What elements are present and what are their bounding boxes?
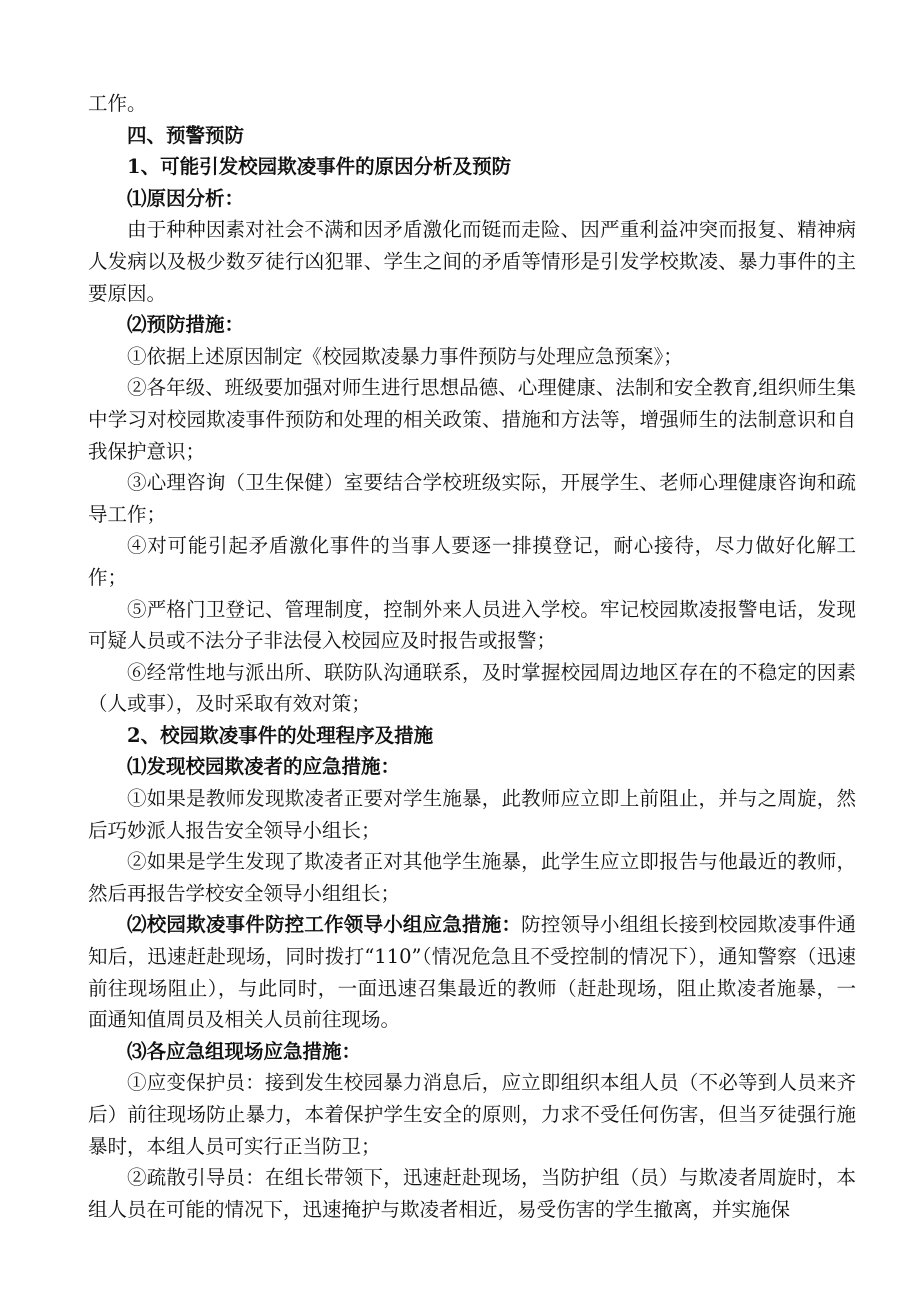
paragraph-prevention-5: ⑤严格门卫登记、管理制度，控制外来人员进入学校。牢记校园欺凌报警电话，发现可疑人员或不法分子非法侵入校园应及时报告或报警； <box>88 597 856 653</box>
leadership-heading: ⑵校园欺凌事件防控工作领导小组应急措施： <box>127 913 522 937</box>
paragraph-cause: 由于种种因素对社会不满和因矛盾激化而铤而走险、因严重利益冲突而报复、精神病人发病以及极少数歹徒行凶犯罪、学生之间的矛盾等情形是引发学校欺凌、暴力事件的主要原因。 <box>88 218 856 305</box>
paragraph-discovery-2: ②如果是学生发现了欺凌者正对其他学生施暴，此学生应立即报告与他最近的教师，然后再报告学校安全领导小组组长； <box>88 850 856 905</box>
item-heading-onsite: ⑶各应急组现场应急措施： <box>127 1039 362 1063</box>
paragraph-prevention-2: ②各年级、班级要加强对师生进行思想品德、心理健康、法制和安全教育,组织师生集中学习对校园欺凌事件预防和处理的相关政策、措施和方法等，增强师生的法制意识和自我保护意识； <box>88 376 856 463</box>
section-heading-early-warning: 四、预警预防 <box>127 123 245 147</box>
paragraph-onsite-2: ②疏散引导员：在组长带领下，迅速赶赴现场，当防护组（员）与欺凌者周旋时，本组人员在可能的情况下，迅速掩护与欺凌者相近，易受伤害的学生撤离，并实施保 <box>88 1166 856 1221</box>
item-heading-discovery: ⑴发现校园欺凌者的应急措施： <box>127 755 401 779</box>
paragraph-continuation: 工作。 <box>88 92 147 115</box>
leadership-text: 防控领导小组组长接到校园欺凌事件通知后，迅速赶赴现场，同时拨打“110”（情况危急且不受控制的情况下），通知警察（迅速前往现场阻止），与此同时，一面迅速召集最近的教师（赶赴现场，阻止欺凌者施暴，一面通知值周员及相关人员前往现场。 <box>88 913 856 1032</box>
paragraph-leadership <box>88 909 856 1035</box>
item-heading-cause: ⑴原因分析： <box>127 186 245 210</box>
paragraph-onsite-1: ①应变保护员：接到发生校园暴力消息后，应立即组织本组人员（不必等到人员来齐后）前往现场防止暴力，本着保护学生安全的原则，力求不受任何伤害，但当歹徒强行施暴时，本组人员可实行正当防卫； <box>88 1071 856 1158</box>
item-heading-prevention: ⑵预防措施： <box>127 313 245 337</box>
subsection-heading-procedures: 2、校园欺凌事件的处理程序及措施 <box>127 723 434 747</box>
paragraph-prevention-4: ④对可能引起矛盾激化事件的当事人要逐一排摸登记，耐心接待，尽力做好化解工作； <box>88 534 856 589</box>
paragraph-prevention-3: ③心理咨询（卫生保健）室要结合学校班级实际，开展学生、老师心理健康咨询和疏导工作； <box>88 471 856 526</box>
paragraph-prevention-6: ⑥经常性地与派出所、联防队沟通联系，及时掌握校园周边地区存在的不稳定的因素（人或事），及时采取有效对策； <box>88 660 856 716</box>
subsection-heading-cause-analysis: 1、可能引发校园欺凌事件的原因分析及预防 <box>127 155 512 179</box>
paragraph-discovery-1: ①如果是教师发现欺凌者正要对学生施暴，此教师应立即上前阻止，并与之周旋，然后巧妙派人报告安全领导小组长； <box>88 787 856 842</box>
paragraph-prevention-1: ①依据上述原因制定《校园欺凌暴力事件预防与处理应急预案》； <box>127 344 683 368</box>
